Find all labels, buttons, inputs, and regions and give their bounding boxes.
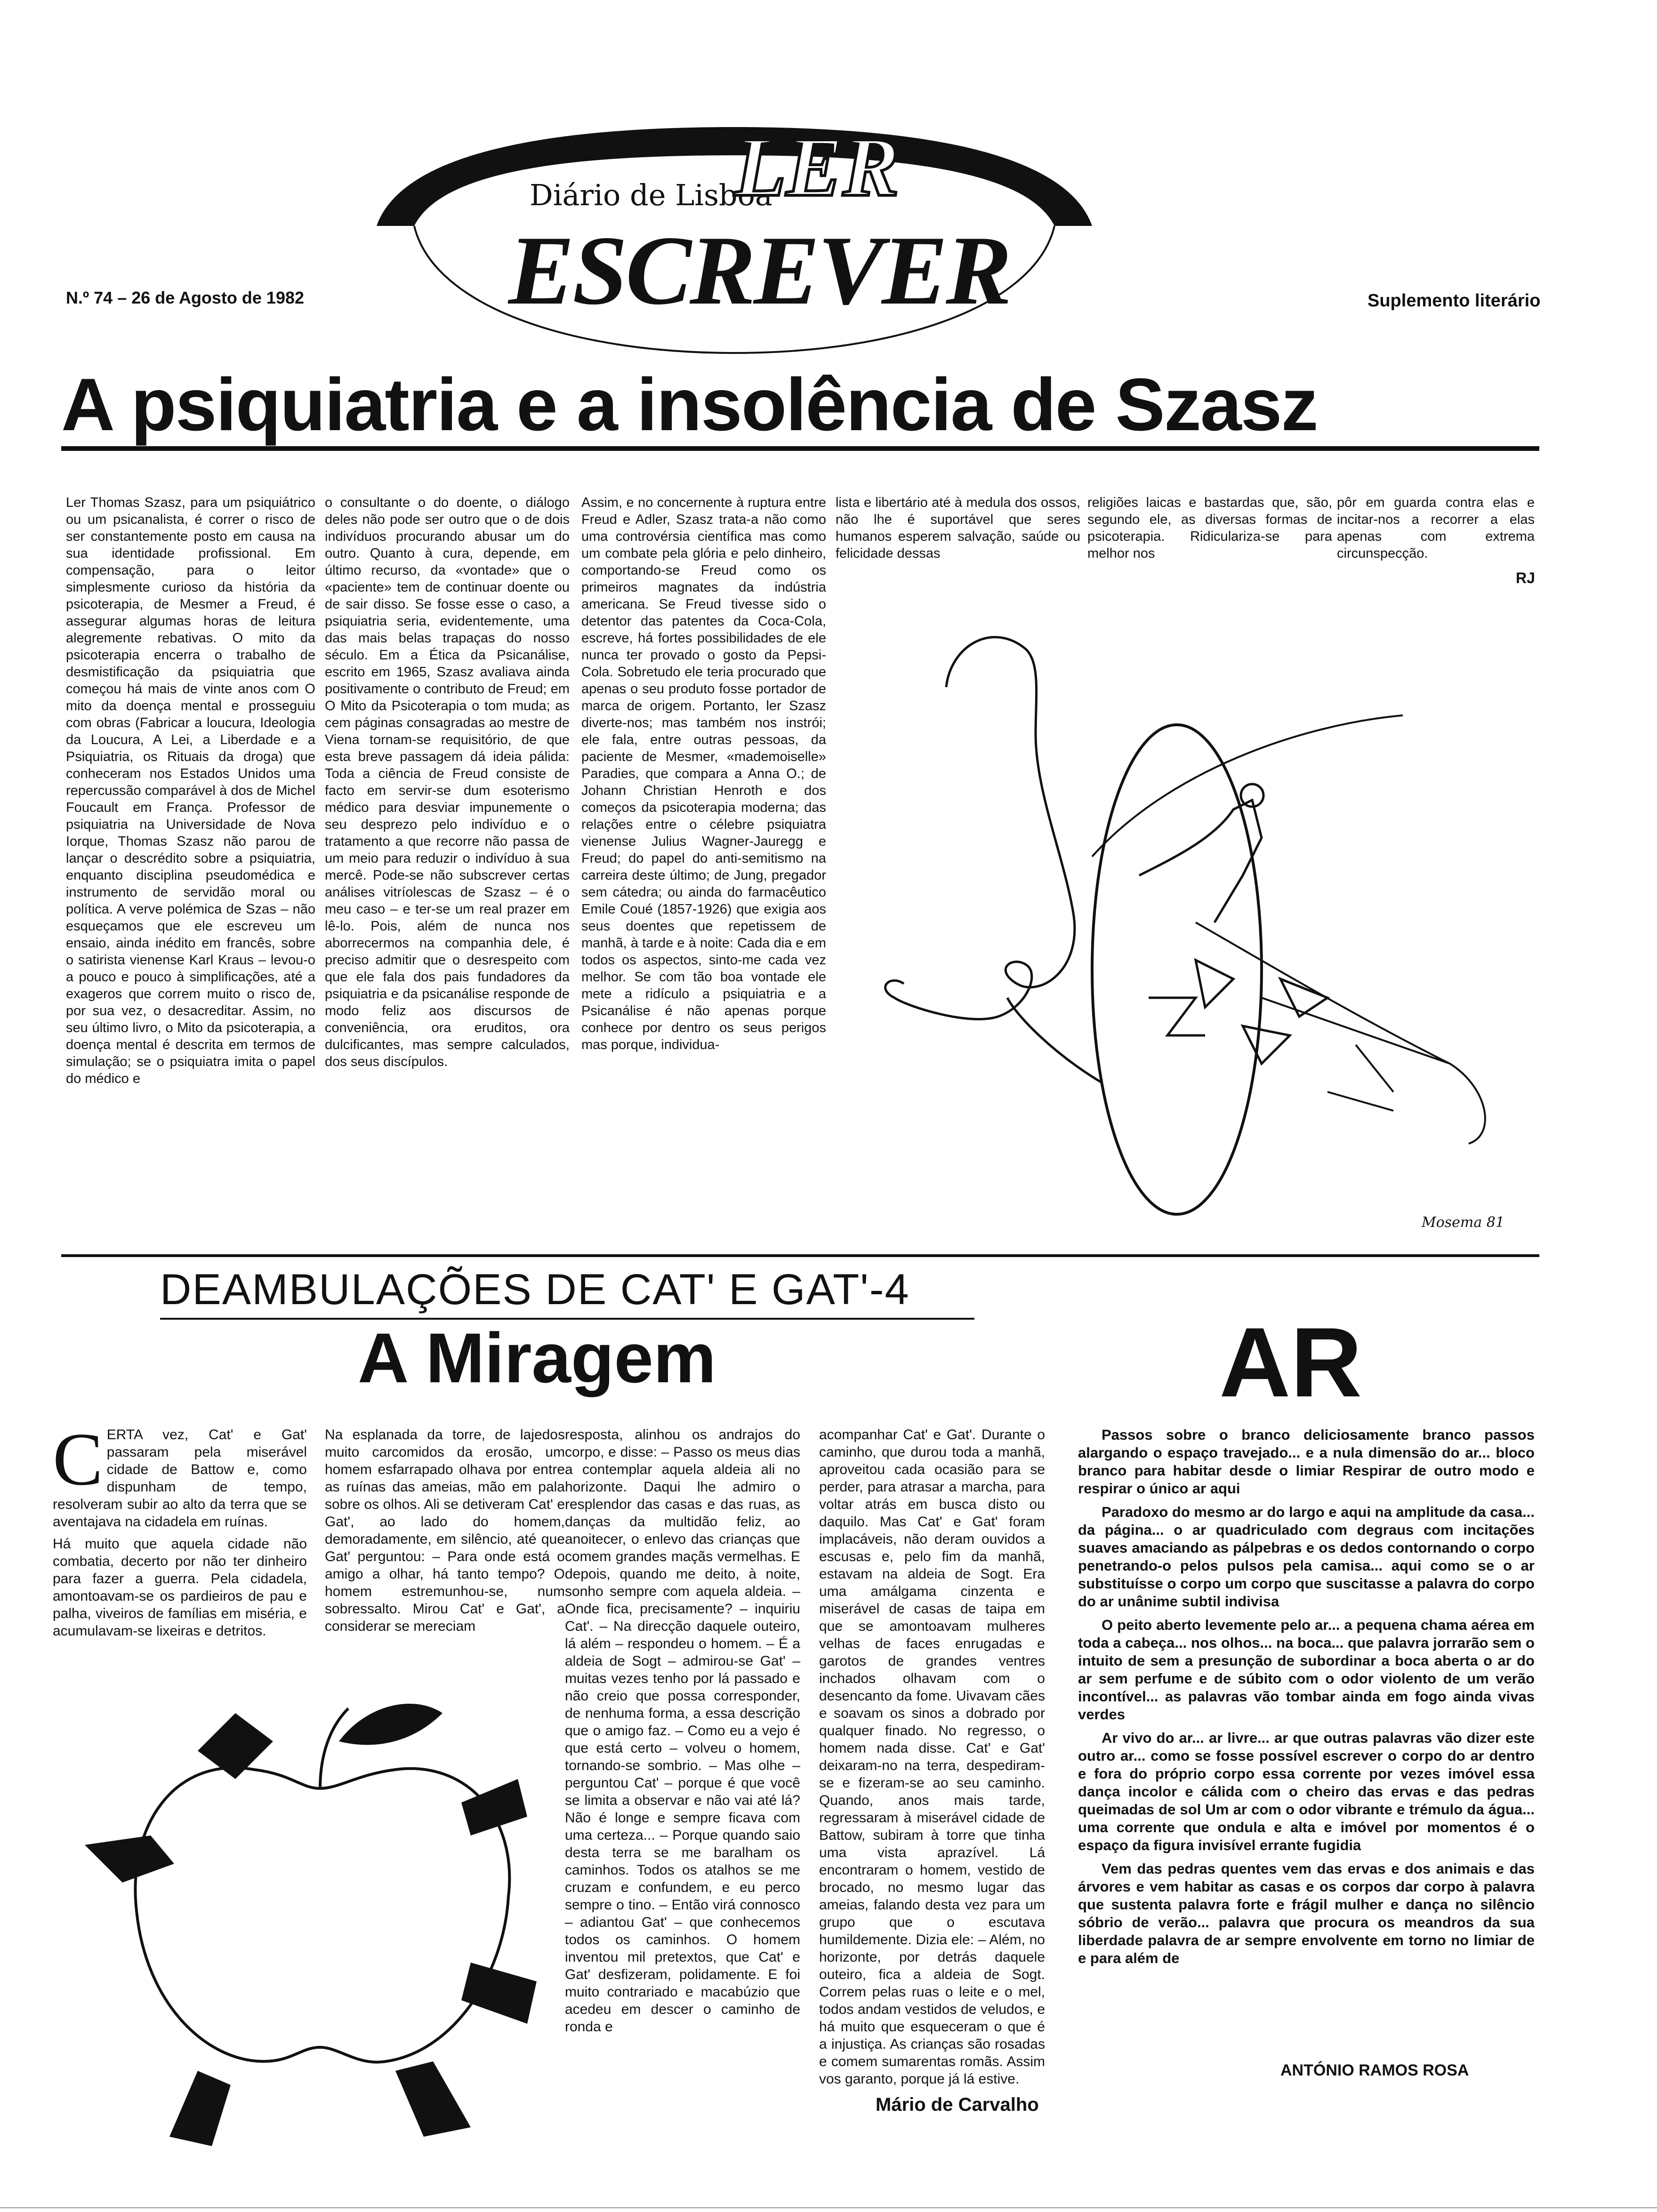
article2-col1 (53, 1417, 307, 1644)
masthead-title-bottom: ESCREVER (508, 216, 1010, 325)
article2-headline: A Miragem (358, 1318, 716, 1397)
article3-body (1078, 1426, 1535, 1973)
article2-col2-text: Na esplanada da torre, de lajedos muito carcomidos da erosão, um homem esfarrapado olhava por entre as ruínas das ameias, mão em pala sobre os olhos. Ali se detiveram Cat' e Gat', ao lado do homem, demoradamente, em silêncio, até que Gat' perguntou: – Para onde está o amigo a olhar, há tanto tempo? O homem estremunhou-se, num sobressalto. Mirou Cat' e Gat', a considerar se mereciam (325, 1427, 565, 1634)
article1-signature: RJ (1516, 569, 1535, 586)
article2-col1-text: Há muito que aquela cidade não combatia, decerto por não ter dinheiro para fazer a guerra. Pela cidadela, amontoavam-se os pardieiros de pau e palha, viveiros de famílias em miséria, e acumulavam-se lixeiras e detritos. (53, 1536, 307, 1639)
article1-col4-text: lista e libertário até à medula dos ossos, não lhe é suportável que seres humanos esperem salvação, saúde ou felicidade dessas (836, 495, 1080, 561)
article1-col1-text: Ler Thomas Szasz, para um psiquiátrico ou um psicanalista, é correr o risco de ser constantemente posto em causa na sua identidade profissional. Em compensação, para o leitor simplesmente curioso da história da psicoterapia, de Mesmer a Freud, é assegurar algumas horas de leitura alegremente rebativas. O mito da psicoterapia encerra o trabalho de desmistificação da psiquiatria que começou há mais de vinte anos com O mito da doença mental e prosseguiu com obras (Fabricar a loucura, Ideologia da Loucura, A Lei, a Liberdade e a Psiquiatria, os Rituais da droga) que conheceram nos Estados Unidos uma repercussão comparável à dos de Michel Foucault em França. Professor de psiquiatria na Universidade de Nova Iorque, Thomas Szasz não parou de lançar o descrédito sobre a psiquiatria, enquanto disciplina pseudomédica e instrumento de servidão moral ou política. A verve polémica de Szas – não esqueçamos que ele escreveu um ensaio, ainda inédito em francês, sobre o satirista vienense Karl Kraus – levou-o a pouco e pouco à simplificações, até a exageros que correm muito o risco de, por sua vez, o desacreditar. Assim, no seu último livro, o Mito da psicoterapia, a doença mental é descrita em termos de simulação; se o psiquiatra imita o papel do médico e (66, 495, 315, 1086)
article1-col3-text: Assim, e no concernente à ruptura entre Freud e Adler, Szasz trata-a não como uma controvérsia científica mas como um combate pela glória e pelo dinheiro, comportando-se Freud como os primeiros magnates da indústria americana. Se Freud tivesse sido o detentor das patentes da Coca-Cola, escreve, há fortes possibilidades de ele nunca ter provado o gosto da Pepsi-Cola. Sobretudo ele teria procurado que apenas o seu produto fosse portador de marca de origem. Portanto, ler Szasz diverte-nos; mas também nos instrói; ele fala, entre outras pessoas, da paciente de Mesmer, «mademoiselle» Paradies, que compara a Anna O.; de Johann Christian Henroth e dos começos da psicoterapia moderna; das relações entre o célebre psiquiatra vienense Julius Wagner-Jauregg e Freud; do papel do anti-semitismo na carreira deste último; de Jung, pregador sem cátedra; ou ainda do farmacêutico Emile Coué (1857-1926) que exigia aos seus doentes que repetissem de manhã, à tarde e à noite: Cada dia e em todos os aspectos, sinto-me cada vez melhor. Se com tão boa vontade ele mete a ridículo a psiquiatria e a Psicanálise é não apenas porque conhece por dentro os seus perigos mas porque, individua- (581, 495, 826, 1052)
paper-name: Diário de Lisboa (530, 178, 772, 212)
article2-col4 (819, 1426, 1045, 2092)
apple-illustration (56, 1675, 565, 2174)
article3-paragraph: Paradoxo do mesmo ar do largo e aqui na amplitude da casa... da página... o ar quadriculado com degraus com incitações suaves amaciando as pálpebras e os dedos contornando o corpo penetrando-o pelos pulsos pela camisa... aqui como se o ar substituísse o corpo um corpo que suscitasse a palavra do corpo do ar unânime subtil indivisa (1078, 1504, 1535, 1610)
section-divider (61, 1254, 1539, 1257)
dropcap: C (53, 1417, 103, 1501)
article1-col2 (325, 494, 570, 1075)
article2-col4-text: acompanhar Cat' e Gat'. Durante o caminho, que durou toda a manhã, aproveitou cada ocasião para se perder, para atrasar a marcha, para voltar atrás em busca disto ou daquilo. Mas Cat' e Gat' foram implacáveis, não deram ouvidos a escusas e, pelo fim da manhã, estavam na aldeia de Sogt. Era uma amálgama cinzenta e miserável de casas de taipa em que se amontoavam mulheres velhas de faces enrugadas e garotos de grandes ventres inchados olhavam com o desencanto da fome. Uivavam cães e soavam os sinos a dobrado por qualquer finado. No regresso, o homem nada disse. Cat' e Gat' deixaram-no na terra, despediram-se e fizeram-se ao seu caminho. Quando, anos mais tarde, regressaram à miserável cidade de Battow, subiram à torre que tinha uma vista aprazível. Lá encontraram o homem, vestido de brocado, no mesmo lugar das ameias, falando desta vez para um grupo que o escutava humildemente. Dizia ele: – Além, no horizonte, por detrás daquele outeiro, fica a aldeia de Sogt. Correm pelas ruas o leite e o mel, todos andam vestidos de veludos, e há muito que esqueceram o que é a injustiça. As crianças são rosadas e comem sumarentas romãs. Assim vos garanto, porque já lá estive. (819, 1427, 1045, 2087)
article2-author: Mário de Carvalho (876, 2094, 1039, 2115)
masthead-title-top: LER (734, 120, 900, 214)
article1-col1 (66, 494, 315, 1092)
headline-underline (61, 446, 1539, 451)
article3-author: ANTÓNIO RAMOS ROSA (1280, 2061, 1469, 2079)
article3-paragraph: Ar vivo do ar... ar livre... ar que outras palavras vão dizer este outro ar... como se fosse possível escrever o corpo do ar dentro e fora do próprio corpo essa corrente por vezes imóvel essa dança incolor e cálida com o cheiro das ervas e das pedras queimadas de sol Um ar com o odor vibrante e trémulo da água... uma corrente que ondula e alta e imóvel por momentos é o espaço da figura invisível errante fugidia (1078, 1730, 1535, 1853)
szasz-illustration (838, 593, 1544, 1228)
bottom-rule (0, 2207, 1657, 2208)
section-label: Suplemento literário (1367, 291, 1541, 311)
issue-info: N.º 74 – 26 de Agosto de 1982 (66, 288, 305, 307)
article1-col2-text: o consultante o do doente, o diálogo deles não pode ser outro que o de dois indivíduos procurando abusar um do outro. Quanto à cura, depende, em último recurso, da «vontade» que o «paciente» tem de continuar doente ou de sair disso. Se fosse esse o caso, a psiquiatria seria, evidentemente, uma das mais belas trapaças do nosso século. Em a Ética da Psicanálise, escrito em 1965, Szasz avaliava ainda positivamente o contributo de Freud; em O Mito da Psicoterapia o tom muda; as cem páginas consagradas ao mestre de Viena tornam-se requisitório, de que esta breve passagem dá ideia pálida: Toda a ciência de Freud consiste de facto em servir-se dum esoterismo médico para desviar impunemente o seu desprezo pelo indivíduo e o tratamento a que recorre não passa de um meio para reduzir o indivíduo à sua mercê. Pode-se não subscrever certas análises vitríolescas de Szasz – é o meu caso – e ter-se um real prazer em lê-lo. Pois, além de nunca nos aborrecermos na companhia dele, é preciso admitir que o desrespeito com que ele fala dos pais fundadores da psiquiatria e da psicanálise responde de modo feliz aos discursos de conveniência, ora eruditos, ora dulcificantes, mas sempre calculados, dos seus discípulos. (325, 495, 570, 1069)
article1-col5-text: religiões laicas e bastardas que, são, segundo ele, as diversas formas de psicoterapia. Ridiculariza-se para melhor nos (1087, 495, 1332, 561)
article3-headline: AR (1219, 1307, 1362, 1418)
article1-col4 (836, 494, 1080, 567)
illustration-artist-signature: Mosema 81 (1422, 1214, 1504, 1231)
article1-col6-text: pôr em guarda contra elas e incitar-nos a recorrer a elas apenas com extrema circunspecção. (1337, 495, 1535, 561)
article2-kicker: DEAMBULAÇÕES DE CAT' E GAT'-4 (160, 1266, 910, 1314)
article1-headline: A psiquiatria e a insolência de Szasz (61, 363, 1318, 446)
article2-col1-intro: CERTA vez, Cat' e Gat' passaram pela miserável cidade de Battow e, como dispunham de tempo, resolveram subir ao alto da terra que se aventajava na cidadela em ruínas. (53, 1417, 307, 1530)
article2-col3 (565, 1426, 800, 2040)
article3-paragraph: Passos sobre o branco deliciosamente branco passos alargando o espaço travejado... e a nula dimensão do ar... bloco branco para habitar desde o limiar Respirar de outro modo e respirar o único ar aqui (1078, 1427, 1535, 1497)
article1-col5 (1087, 494, 1332, 567)
article2-col2 (325, 1426, 565, 1640)
article2-col3-text: resposta, alinhou os andrajos do corpo, e disse: – Passo os meus dias a contemplar aquela aldeia ali no horizonte. Daqui lhe admiro o resplendor das casas e das ruas, as danças da multidão feliz, ao anoitecer, o enlevo das crianças que comem grandes maçãs vermelhas. E depois, quando me deito, à noite, sonho sempre com aquela aldeia. – Onde fica, precisamente? – inquiriu Cat'. – Na direcção daquele outeiro, lá além – respondeu o homem. – É a aldeia de Sogt – admirou-se Gat' – muitas vezes tenho por lá passado e não creio que possa corresponder, de nenhuma forma, a essa descrição que o amigo faz. – Como eu a vejo é que está certo – volveu o homem, tornando-se sombrio. – Mas olhe – perguntou Cat' – porque é que você se limita a observar e não vai até lá? Não é longe e sempre ficava com uma certeza... – Porque quando saio desta terra se me baralham os caminhos. Todos os atalhos se me cruzam e confundem, e eu perco sempre o tino. – Então virá connosco – adiantou Gat' – que conhecemos todos os caminhos. O homem inventou mil pretextos, que Cat' e Gat' desfizeram, polidamente. E foi muito contrariado e macabúzio que acedeu em descer o caminho de ronda e (565, 1427, 800, 2035)
article3-paragraph: Vem das pedras quentes vem das ervas e dos animais e das árvores e vem habitar as casas e os corpos dar corpo à palavra que sustenta palavra forte e frágil mulher e dança no silêncio sóbrio de verão... palavra que procura os meandros da sua liberdade palavra de ar sempre envolvente em torno no limiar de e para além de (1078, 1860, 1535, 1966)
article1-col3 (581, 494, 826, 1058)
article3-paragraph: O peito aberto levemente pelo ar... a pequena chama aérea em toda a cabeça... nos olhos... na boca... que palavra jorrarão sem o intuito de sem a presunção de subordinar a boca aberta o ar do ar sem perfume e de súbito com o odor violento de um verão incontível... as palavras vão tombar ainda em fogo ainda vivas verdes (1078, 1617, 1535, 1723)
article1-col6 (1337, 494, 1535, 567)
